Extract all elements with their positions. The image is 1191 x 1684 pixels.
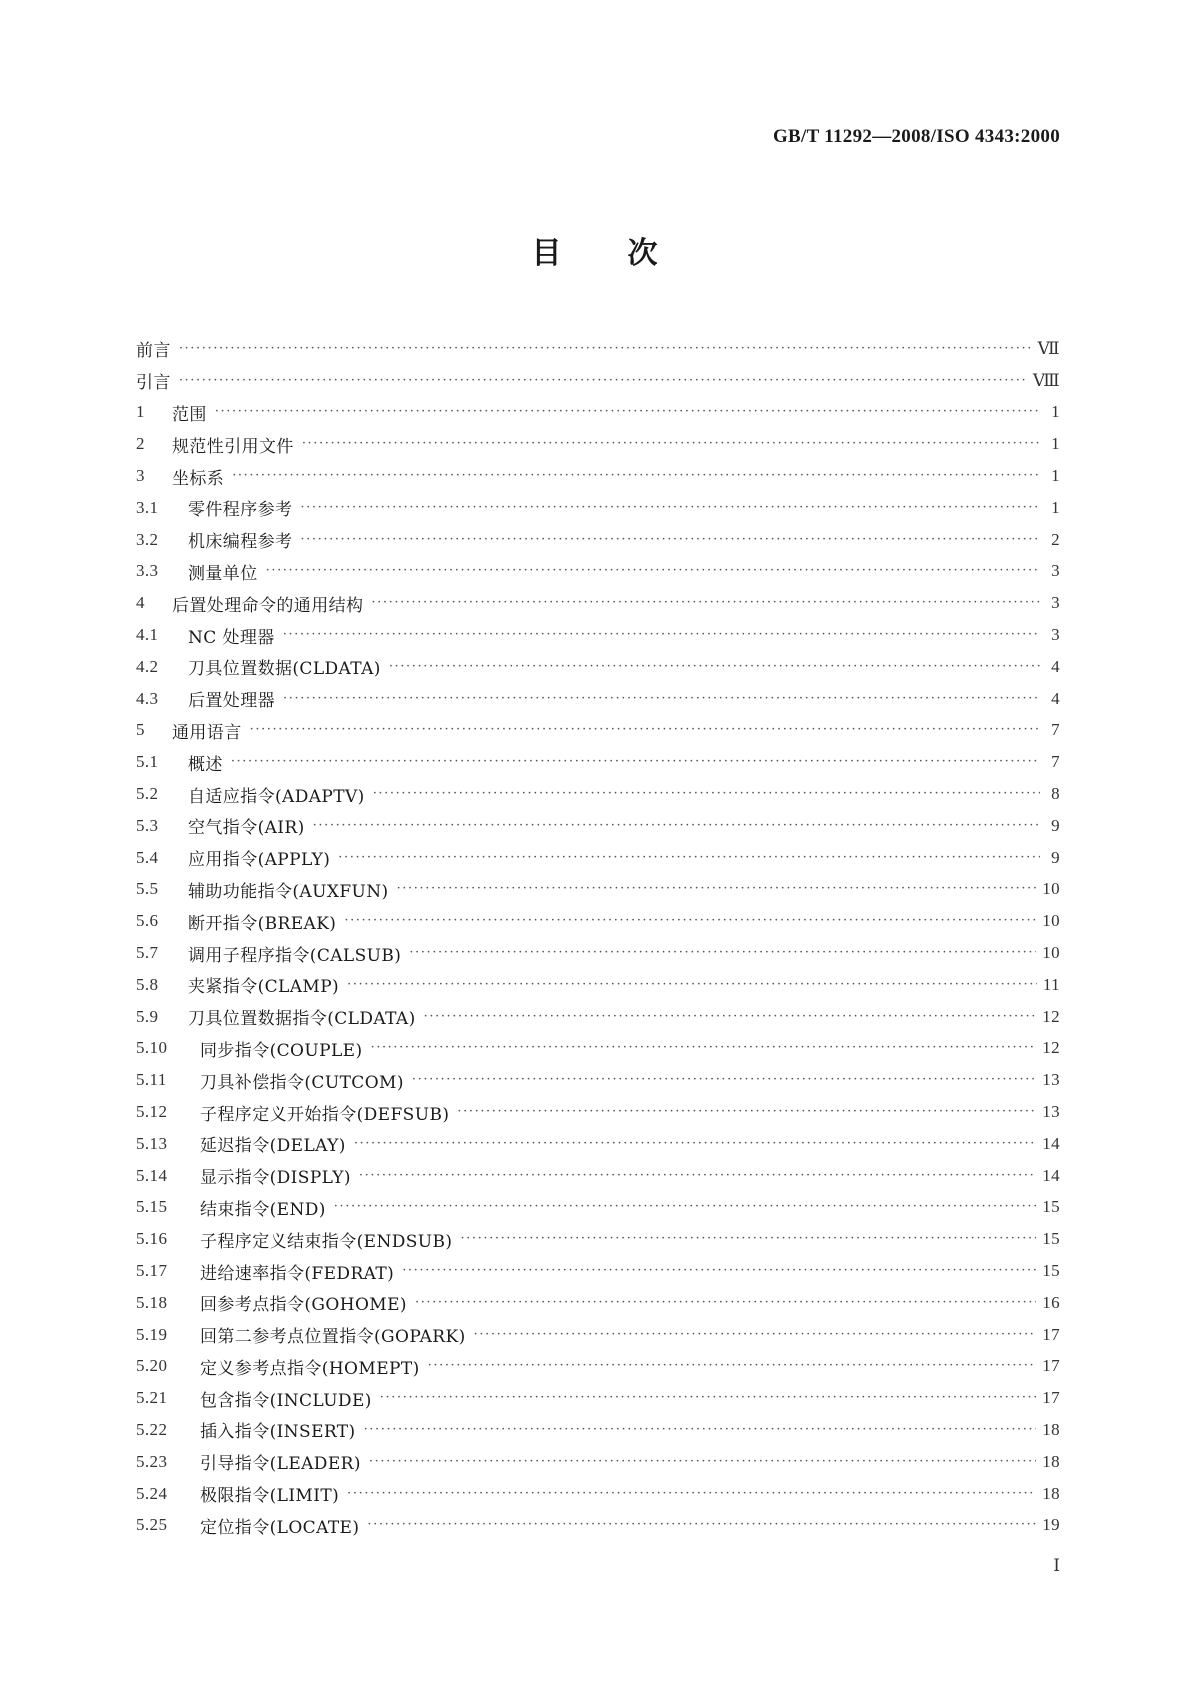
toc-entry-title: 子程序定义结束指令(ENDSUB) [200, 1231, 453, 1252]
toc-entry-page: 15 [1042, 1261, 1060, 1280]
toc-entry-title: 子程序定义开始指令(DEFSUB) [200, 1104, 450, 1125]
toc-entry-page: 17 [1042, 1388, 1060, 1408]
toc-entry-page: 13 [1042, 1102, 1060, 1122]
toc-entry-number: 5.19 [136, 1324, 168, 1344]
toc-entry-number: 4 [136, 593, 145, 613]
toc-leader-dots [215, 403, 1040, 421]
toc-entry-page: 3 [1051, 593, 1060, 613]
toc-entry[interactable] [136, 778, 1060, 810]
toc-entry-title: 刀具位置数据指令(CLDATA) [188, 1009, 416, 1030]
toc-entry[interactable] [136, 460, 1060, 492]
toc-leader-dots [313, 817, 1040, 835]
toc-entry-page: 18 [1042, 1451, 1060, 1471]
toc-entry-title: 进给速率指令(FEDRAT) [200, 1263, 395, 1284]
toc-entry-page: 14 [1042, 1133, 1060, 1153]
toc-entry-number: 5.2 [136, 784, 159, 804]
toc-leader-dots [457, 1103, 1036, 1121]
toc-leader-dots [402, 1262, 1036, 1280]
toc-entry[interactable] [136, 746, 1060, 778]
toc-entry[interactable] [136, 1478, 1060, 1510]
standard-code: GB/T 11292—2008/ISO 4343:2000 [772, 126, 1060, 147]
toc-entry-title: 定义参考点指令(HOMEPT) [200, 1358, 420, 1379]
toc-entry-title: 后置处理器 [188, 691, 275, 712]
toc-entry-page: 11 [1042, 974, 1060, 994]
toc-entry-number: 5.21 [136, 1388, 168, 1408]
toc-entry-title: 包含指令(INCLUDE) [200, 1390, 372, 1411]
toc-entry-title: 刀具位置数据(CLDATA) [188, 659, 381, 680]
toc-leader-dots [232, 467, 1040, 485]
toc-entry-number: 5.5 [136, 879, 159, 899]
toc-entry[interactable] [136, 1064, 1060, 1096]
toc-entry-page: 8 [1051, 784, 1060, 804]
toc-entry-page: 9 [1051, 815, 1060, 835]
toc-leader-dots [266, 562, 1040, 580]
toc-entry-title: 坐标系 [172, 468, 225, 489]
toc-entry[interactable] [136, 365, 1060, 397]
toc-entry-title: 测量单位 [188, 563, 258, 584]
toc-entry-page: 3 [1051, 561, 1060, 581]
toc-entry[interactable] [136, 1255, 1060, 1287]
toc-entry-number: 5.12 [136, 1102, 168, 1122]
toc-entry[interactable] [136, 1509, 1060, 1541]
toc-leader-dots [302, 435, 1040, 453]
toc-leader-dots [344, 912, 1036, 930]
toc-leader-dots [347, 1485, 1036, 1503]
toc-entry-number: 5.15 [136, 1197, 168, 1217]
toc-entry-number: 5.18 [136, 1292, 168, 1312]
toc-entry-number: 1 [136, 402, 145, 422]
toc-leader-dots [250, 721, 1040, 739]
toc-entry[interactable] [136, 651, 1060, 683]
toc-entry[interactable] [136, 1287, 1060, 1319]
toc-leader-dots [359, 1167, 1036, 1185]
toc-leader-dots [371, 594, 1040, 612]
toc-entry-title: 定位指令(LOCATE) [200, 1517, 360, 1538]
toc-entry-number: 5.13 [136, 1133, 168, 1153]
toc-entry-number: 5.16 [136, 1229, 168, 1249]
toc-entry-title: 极限指令(LIMIT) [200, 1486, 340, 1507]
toc-entry-number: 5.6 [136, 911, 159, 931]
toc-entry[interactable] [136, 969, 1060, 1001]
toc-entry-page: 1 [1051, 466, 1060, 486]
toc-entry-page: 7 [1051, 720, 1060, 740]
toc-entry[interactable] [136, 937, 1060, 969]
toc-entry-title: 自适应指令(ADAPTV) [188, 786, 365, 807]
toc-entry[interactable] [136, 524, 1060, 556]
toc-leader-dots [412, 1071, 1036, 1089]
toc-entry[interactable] [136, 556, 1060, 588]
toc-entry-title: 应用指令(APPLY) [188, 850, 331, 871]
toc-entry[interactable] [136, 1192, 1060, 1224]
toc-entry-page: 3 [1051, 625, 1060, 645]
toc-entry-number: 5.20 [136, 1356, 168, 1376]
toc-entry-number: 5.25 [136, 1515, 168, 1535]
toc-leader-dots [373, 785, 1040, 803]
toc-entry[interactable] [136, 715, 1060, 747]
toc-entry[interactable] [136, 1414, 1060, 1446]
toc-entry-title: 前言 [136, 341, 171, 362]
toc-entry-title: 辅助功能指令(AUXFUN) [188, 881, 389, 902]
toc-leader-dots [283, 690, 1040, 708]
toc-leader-dots [380, 1389, 1036, 1407]
toc-entry-number: 4.3 [136, 688, 159, 708]
toc-entry-page: 16 [1042, 1292, 1060, 1312]
toc-entry[interactable] [136, 619, 1060, 651]
toc-entry-title: 空气指令(AIR) [188, 818, 305, 839]
toc-entry-page: Ⅶ [1037, 338, 1060, 358]
toc-entry-page: 4 [1051, 656, 1060, 676]
toc-entry-number: 5.22 [136, 1419, 168, 1439]
toc-leader-dots [409, 944, 1036, 962]
toc-entry[interactable] [136, 1446, 1060, 1478]
toc-entry-page: 1 [1051, 497, 1060, 517]
toc-entry-number: 3.3 [136, 561, 159, 581]
toc-entry[interactable] [136, 333, 1060, 365]
toc-entry-title: 回参考点指令(GOHOME) [200, 1295, 407, 1316]
toc-leader-dots [367, 1516, 1036, 1534]
toc-entry-page: 12 [1042, 1038, 1060, 1058]
toc-entry-page: 1 [1051, 434, 1060, 454]
toc-entry-page: 14 [1042, 1165, 1060, 1185]
toc-entry-page: 1 [1051, 402, 1060, 422]
toc-entry-page: 9 [1051, 847, 1060, 867]
toc-entry[interactable] [136, 587, 1060, 619]
toc-entry-title: 概述 [188, 754, 223, 775]
toc-entry-page: 10 [1042, 911, 1060, 931]
toc-entry-number: 3.2 [136, 529, 159, 549]
toc-entry-title: 刀具补偿指令(CUTCOM) [200, 1072, 404, 1093]
toc-entry-page: 15 [1042, 1229, 1060, 1249]
toc-leader-dots [370, 1039, 1036, 1057]
toc-entry-number: 5.24 [136, 1483, 168, 1503]
toc-leader-dots [460, 1230, 1036, 1248]
toc-entry-title: 零件程序参考 [188, 500, 293, 521]
toc-entry-title: 引导指令(LEADER) [200, 1454, 361, 1475]
toc-entry-number: 5.9 [136, 1006, 159, 1026]
toc-leader-dots [300, 531, 1040, 549]
toc-entry-title: 通用语言 [172, 722, 242, 743]
toc-entry[interactable] [136, 1223, 1060, 1255]
toc-entry-page: 10 [1042, 879, 1060, 899]
toc-entry-number: 2 [136, 434, 145, 454]
toc-entry-title: 机床编程参考 [188, 532, 293, 553]
toc-entry-title: 插入指令(INSERT) [200, 1422, 356, 1443]
toc-entry-page: 12 [1042, 1006, 1060, 1026]
toc-entry[interactable] [136, 874, 1060, 906]
toc-entry[interactable] [136, 1351, 1060, 1383]
toc-entry-number: 5.23 [136, 1451, 168, 1471]
toc-entry-number: 3.1 [136, 497, 159, 517]
toc-leader-dots [428, 1357, 1037, 1375]
toc-entry[interactable] [136, 1382, 1060, 1414]
table-of-contents [136, 333, 1060, 1541]
toc-entry-page: 19 [1042, 1515, 1060, 1535]
toc-leader-dots [179, 372, 1027, 390]
toc-entry-number: 5 [136, 720, 145, 740]
toc-leader-dots [424, 1008, 1037, 1026]
toc-entry-page: 4 [1051, 688, 1060, 708]
toc-entry[interactable] [136, 1001, 1060, 1033]
toc-entry-page: 18 [1042, 1419, 1060, 1439]
toc-entry-number: 5.11 [136, 1070, 167, 1090]
toc-entry-page: 15 [1042, 1197, 1060, 1217]
toc-entry-title: 规范性引用文件 [172, 436, 294, 457]
toc-entry-number: 3 [136, 466, 145, 486]
toc-entry-title: 范围 [172, 404, 207, 425]
toc-entry-number: 4.1 [136, 625, 159, 645]
toc-entry-page: 10 [1042, 943, 1060, 963]
toc-leader-dots [334, 1198, 1036, 1216]
toc-entry-page: 18 [1042, 1483, 1060, 1503]
toc-leader-dots [179, 340, 1032, 358]
toc-entry-title: 回第二参考点位置指令(GOPARK) [200, 1327, 466, 1348]
toc-entry-title: 显示指令(DISPLY) [200, 1168, 351, 1189]
toc-entry[interactable] [136, 842, 1060, 874]
toc-entry-page: 7 [1051, 752, 1060, 772]
toc-entry[interactable] [136, 683, 1060, 715]
toc-entry-number: 4.2 [136, 656, 159, 676]
toc-leader-dots [369, 1453, 1036, 1471]
toc-entry-title: 结束指令(END) [200, 1199, 326, 1220]
toc-entry[interactable] [136, 1160, 1060, 1192]
toc-leader-dots [474, 1326, 1037, 1344]
toc-entry-number: 5.1 [136, 752, 159, 772]
toc-entry-number: 5.8 [136, 974, 159, 994]
toc-entry-page: 13 [1042, 1070, 1060, 1090]
toc-entry[interactable] [136, 1319, 1060, 1351]
toc-entry-title: 后置处理命令的通用结构 [172, 595, 364, 616]
toc-entry[interactable] [136, 397, 1060, 429]
toc-entry-page: 2 [1051, 529, 1060, 549]
toc-entry-number: 5.7 [136, 943, 159, 963]
toc-leader-dots [283, 626, 1040, 644]
toc-entry-number: 5.10 [136, 1038, 168, 1058]
toc-entry-title: 同步指令(COUPLE) [200, 1040, 363, 1061]
toc-entry-number: 5.3 [136, 815, 159, 835]
toc-entry[interactable] [136, 1128, 1060, 1160]
toc-entry-title: NC 处理器 [188, 627, 275, 648]
toc-entry-title: 延迟指令(DELAY) [200, 1136, 346, 1157]
toc-entry-title: 断开指令(BREAK) [188, 913, 337, 934]
toc-entry-number: 5.14 [136, 1165, 168, 1185]
toc-leader-dots [354, 1135, 1036, 1153]
toc-entry[interactable] [136, 1033, 1060, 1065]
toc-entry-number: 5.17 [136, 1261, 168, 1280]
toc-entry[interactable] [136, 810, 1060, 842]
toc-leader-dots [389, 658, 1040, 676]
toc-entry[interactable] [136, 492, 1060, 524]
toc-entry-title: 引言 [136, 373, 171, 394]
toc-leader-dots [415, 1294, 1036, 1312]
toc-leader-dots [347, 976, 1037, 994]
toc-entry-number: 5.4 [136, 847, 159, 867]
toc-leader-dots [364, 1421, 1037, 1439]
page-number: Ⅰ [1053, 1556, 1060, 1575]
toc-entry-page: 17 [1042, 1324, 1060, 1344]
toc-leader-dots [300, 499, 1040, 517]
toc-entry[interactable] [136, 905, 1060, 937]
toc-entry-title: 夹紧指令(CLAMP) [188, 977, 340, 998]
toc-entry-page: Ⅷ [1032, 370, 1060, 390]
toc-leader-dots [397, 880, 1037, 898]
toc-leader-dots [231, 753, 1040, 771]
toc-entry[interactable] [136, 428, 1060, 460]
toc-leader-dots [338, 849, 1040, 867]
toc-entry[interactable] [136, 1096, 1060, 1128]
toc-entry-page: 17 [1042, 1356, 1060, 1376]
toc-entry-title: 调用子程序指令(CALSUB) [188, 945, 402, 966]
page-title: 目 次 [531, 236, 660, 271]
